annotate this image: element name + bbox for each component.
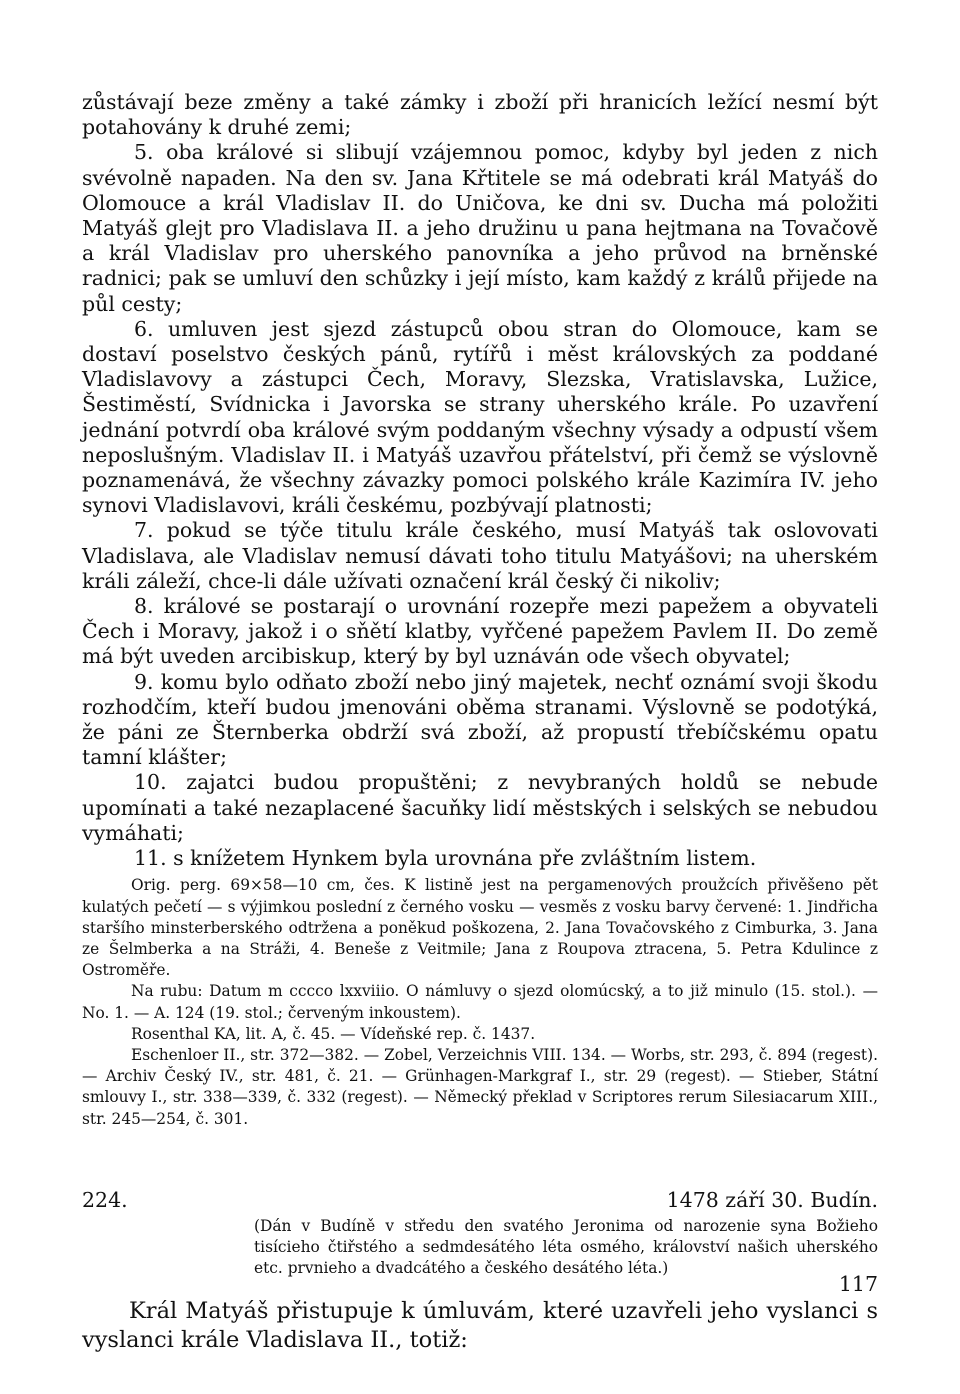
entry-number: 224.	[82, 1187, 128, 1212]
entry-dating: (Dán v Budíně v středu den svatého Jeronima od narozenie syna Božieho tisícieho čtiřstého a sedmdesátého léta osmého, království našich uherského etc. prvnieho a dvadcátého a českého desátého léta.)	[254, 1216, 878, 1278]
article-paragraph: zůstávají beze změny a také zámky i zboží při hranicích ležící nesmí být potahovány k druhé zemi;	[82, 90, 878, 140]
page-number: 117	[838, 1272, 878, 1296]
article-paragraph: 10. zajatci budou propuštěni; z nevybraných holdů se nebude upomínati a také nezaplacené šacuňky lidí městských i selských se nebudou vymáhati;	[82, 770, 878, 845]
note-paragraph: Orig. perg. 69×58—10 cm, čes. K listině jest na pergamenových proužcích přivěšeno pět kulatých pečetí — s výjimkou poslední z černého vosku — vesměs z vosku barvy červené: 1. Jindřicha staršího minsterberského odtržena a poněkud poškozena, 2. Jana Tovačovského z Cimburka, 3. Jana ze Šelmberka a na Stráži, 4. Beneše z Veitmile; Jana z Roupova ztracena, 5. Petra Kdulince z Ostroměře.	[82, 876, 878, 980]
article-paragraph: 8. králové se postarají o urovnání rozepře mezi papežem a obyvateli Čech i Moravy, jakož i o sňětí klatby, vyřčené papežem Pavlem II. Do země má být uveden arcibiskup, který by byl uznáván ode všech obyvatel;	[82, 594, 878, 669]
note-paragraph: Rosenthal KA, lit. A, č. 45. — Vídeňské rep. č. 1437.	[131, 1024, 536, 1043]
article-paragraph: 5. oba králové si slibují vzájemnou pomoc, kdyby byl jeden z nich svévolně napaden. Na den sv. Jana Křtitele se má odebrati král Matyáš do Olomouce a král Vladislav II. do Uničova, ke dni sv. Ducha má položiti Matyáš glejt pro Vladislava II. a jeho družinu u pana hejtmana na Tovačově a král Vladislav pro uherského panovníka a jeho průvod na brněnské radnici; pak se umluví den schůzky i její místo, kam každý z králů přijede na půl cesty;	[82, 140, 878, 316]
article-paragraph: 7. pokud se týče titulu krále českého, musí Matyáš tak oslovovati Vladislava, ale Vladislav nemusí dávati toho titulu Matyášovi; na uherském králi záleží, chce-li dále užívati označení král český či nikoliv;	[82, 518, 878, 593]
article-paragraph: 11. s knížetem Hynkem byla urovnána pře zvláštním listem.	[134, 846, 757, 871]
entry-header	[82, 1188, 878, 1212]
archival-notes	[82, 875, 878, 1129]
entry-date-place: 1478 září 30. Budín.	[666, 1187, 878, 1212]
note-paragraph: Na rubu: Datum m cccco lxxviiio. O námluvy o sjezd olomúcský, a to již minulo (15. stol.). — No. 1. — A. 124 (19. stol.; červeným inkoustem).	[82, 982, 878, 1022]
article-paragraph: 6. umluven jest sjezd zástupců obou stran do Olomouce, kam se dostaví poselstvo českých pánů, rytířů i měst královských za poddané Vladislavovy a zástupci Čech, Moravy, Slezska, Vratislavska, Lužice, Šestiměstí, Svídnicka i Javorska se strany uherského krále. Po uzavření jednání potvrdí oba králové svým poddaným všechny výsady a odpustí všem neposlušným. Vladislav II. i Matyáš uzavřou přátelství, při čemž se výslovně poznamenává, že všechny závazky pomoci polského krále Kazimíra IV. jeho synovi Vladislavovi, králi českému, pozbývají platnosti;	[82, 316, 878, 518]
note-paragraph: Eschenloer II., str. 372—382. — Zobel, Verzeichnis VIII. 134. — Worbs, str. 293, č. 894 (regest). — Archiv Český IV., str. 481, č. 21. — Grünhagen-Markgraf I., str. 29 (regest). — Stieber, Státní smlouvy I., str. 338—339, č. 332 (regest). — Německý překlad v Scriptores rerum Silesiacarum XIII., str. 245—254, č. 301.	[82, 1045, 878, 1128]
treaty-articles	[82, 90, 878, 871]
article-paragraph: 9. komu bylo odňato zboží nebo jiný majetek, nechť oznámí svoji škodu rozhodčím, kteří budou jmenováni oběma stranami. Výslovně se podotýká, že páni ze Šternberka obdrží svá zboží, až propustí třebíčskému opatu tamní klášter;	[82, 669, 878, 770]
entry-regest: Král Matyáš přistupuje k úmluvám, které uzavřeli jeho vyslanci s vyslanci krále Vladislava II., totiž:	[82, 1298, 878, 1354]
